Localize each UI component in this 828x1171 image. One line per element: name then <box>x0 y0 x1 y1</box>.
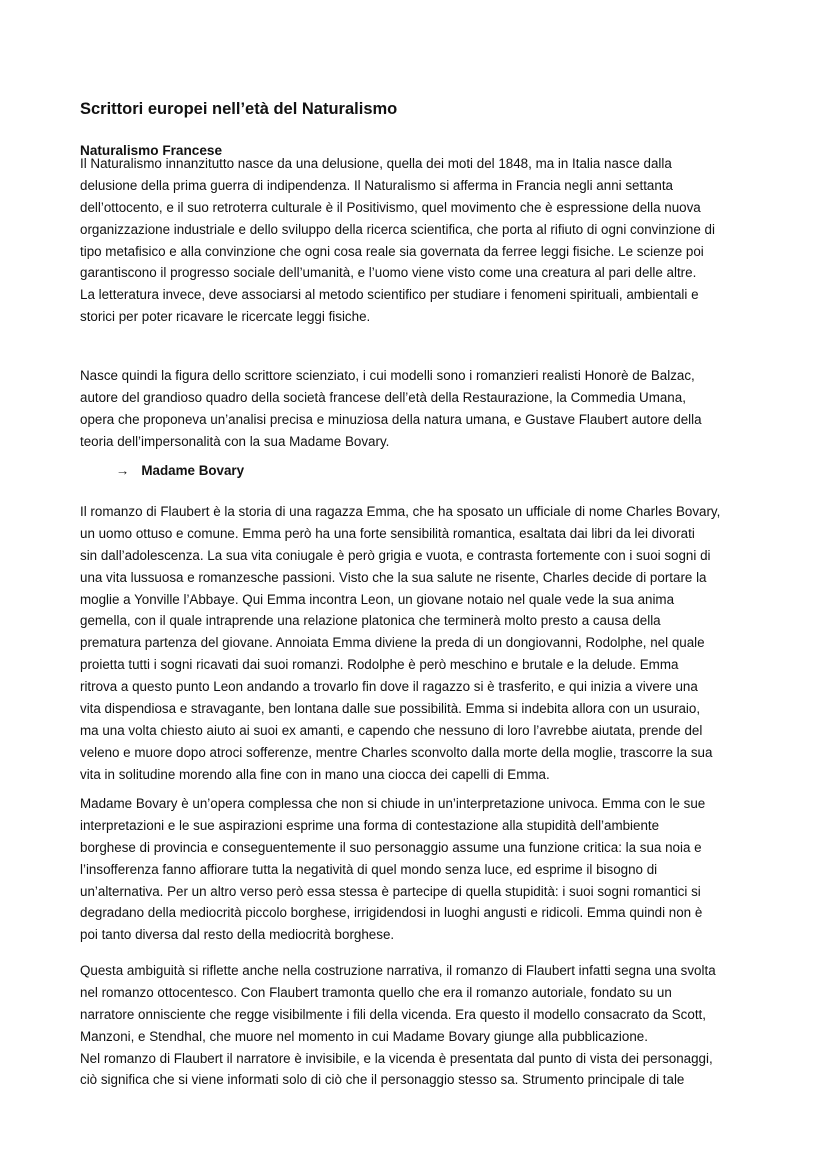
document-title: Scrittori europei nell’età del Naturalismo <box>80 100 398 118</box>
text-line: veleno e muore dopo atroci sofferenze, mentre Charles sconvolto dalla morte della moglie, trascorre la sua <box>80 744 713 760</box>
text-line: poi tanto diversa dal resto della mediocrità borghese. <box>80 927 395 943</box>
text-line: proietta tutti i sogni ricavati dai suoi romanzi. Rodolphe è però meschino e brutale e la delude. Emma <box>80 657 679 673</box>
text-line: Il Naturalismo innanzitutto nasce da una delusione, quella dei moti del 1848, ma in Italia nasce dalla <box>80 156 672 171</box>
text-line: una vita lussuosa e romanzesche passioni. Visto che la sua salute ne risente, Charles decide di portare la <box>80 569 707 585</box>
text-line: borghese di provincia e conseguentemente il suo personaggio assume una funzione critica: la sua noia e <box>80 839 702 855</box>
text-line: opera che proponeva un’analisi precisa e minuziosa della natura umana, e Gustave Flaubert autore della <box>80 411 702 427</box>
text-line: ciò significa che si viene informati solo di ciò che il personaggio stesso sa. Strumento principale di tale <box>80 1072 685 1088</box>
text-line: prematura partenza del giovane. Annoiata Emma diviene la preda di un dongiovanni, Rodolphe, nel quale <box>80 635 705 651</box>
text-line: l’insofferenza fanno affiorare tutta la negatività di quel mondo senza luce, ed esprime il bisogno di <box>80 861 658 877</box>
text-line: La letteratura invece, deve associarsi al metodo scientifico per studiare i fenomeni spirituali, ambientali e <box>80 287 699 303</box>
subsection-label: Madame Bovary <box>141 463 245 478</box>
text-line: un uomo ottuso e comune. Emma però ha una forte sensibilità romantica, esaltata dai libri da lei divorati <box>80 525 695 541</box>
text-line: un’alternativa. Per un altro verso però essa stessa è partecipe di quella stupidità: i suoi sogni romantici si <box>80 883 701 899</box>
paragraph <box>80 793 705 946</box>
text-line: storici per poter ricavare le ricercate leggi fisiche. <box>80 309 371 325</box>
text-line: vita dispendiosa e stravagante, ben lontana dalle sue possibilità. Emma si indebita allora con un usuraio, <box>80 701 701 717</box>
text-line: garantiscono il progresso sociale dell’umanità, e l’uomo viene visto come una creatura al pari delle altre. <box>80 265 697 281</box>
text-line: Nel romanzo di Flaubert il narratore è invisibile, e la vicenda è presentata dal punto di vista dei personaggi, <box>80 1050 713 1066</box>
text-line: Madame Bovary è un’opera complessa che non si chiude in un’interpretazione univoca. Emma con le sue <box>80 796 706 811</box>
text-line: moglie a Yonville l’Abbaye. Qui Emma incontra Leon, un giovane notaio nel quale vede la sua anima <box>80 591 675 607</box>
text-line: sin dall’adolescenza. La sua vita coniugale è però grigia e vuota, e contrasta fortemente con i suoi sogni di <box>80 547 711 563</box>
text-line: ritrova a questo punto Leon andando a trovarlo fin dove il ragazzo si è trasferito, e qui inizia a vivere una <box>80 679 698 695</box>
text-line: ma una volta chiesto aiuto ai suoi ex amanti, e capendo che nessuno di loro l’avrebbe aiutata, prende del <box>80 722 703 738</box>
text-line: tipo metafisico e alla convinzione che ogni cosa reale sia governata da ferree leggi fisiche. Le scienze poi <box>80 243 704 259</box>
text-line: dell’ottocento, e il suo retroterra culturale è il Positivismo, quel movimento che è espressione della nuova <box>80 199 701 215</box>
text-line: narratore onnisciente che regge visibilmente i fili della vicenda. Era questo il modello consacrato da Scott, <box>80 1006 706 1022</box>
paragraph <box>80 153 715 328</box>
text-line: Manzoni, e Stendhal, che muore nel momento in cui Madame Bovary giunge alla pubblicazione. <box>80 1028 648 1044</box>
text-line: Questa ambiguità si riflette anche nella costruzione narrativa, il romanzo di Flaubert infatti segna una svolta <box>80 963 716 978</box>
text-line: organizzazione industriale e dello sviluppo della ricerca scientifica, che porta al rifiuto di ogni convinzione di <box>80 221 715 237</box>
text-line: autore del grandioso quadro della società francese dell’età della Restaurazione, la Commedia Umana, <box>80 389 686 405</box>
text-line: nel romanzo ottocentesco. Con Flaubert tramonta quello che era il romanzo autoriale, fondato su un <box>80 984 672 1000</box>
text-line: teoria dell’impersonalità con la sua Madame Bovary. <box>80 433 390 449</box>
text-line: degradano della mediocrità piccolo borghese, irrigidendosi in luoghi angusti e ridicoli. Emma quindi non è <box>80 905 703 921</box>
paragraph <box>80 501 720 786</box>
text-line: Nasce quindi la figura dello scrittore scienziato, i cui modelli sono i romanzieri realisti Honorè de Balzac, <box>80 368 695 383</box>
paragraph <box>80 960 716 1091</box>
text-line: Il romanzo di Flaubert è la storia di una ragazza Emma, che ha sposato un ufficiale di nome Charles Bovary, <box>80 504 721 519</box>
subsection-heading <box>116 463 244 478</box>
text-line: vita in solitudine morendo alla fine con in mano una ciocca dei capelli di Emma. <box>80 766 550 782</box>
section-heading: Naturalismo Francese <box>80 143 223 158</box>
arrow-icon: → <box>116 463 130 478</box>
text-line: gemella, con il quale intraprende una relazione platonica che terminerà molto presto a causa della <box>80 613 661 629</box>
paragraph <box>80 365 702 453</box>
text-line: interpretazioni e le sue aspirazioni esprime una forma di contestazione alla stupidità dell’ambiente <box>80 817 660 833</box>
text-line: delusione della prima guerra di indipendenza. Il Naturalismo si afferma in Francia negli anni settanta <box>80 177 673 193</box>
